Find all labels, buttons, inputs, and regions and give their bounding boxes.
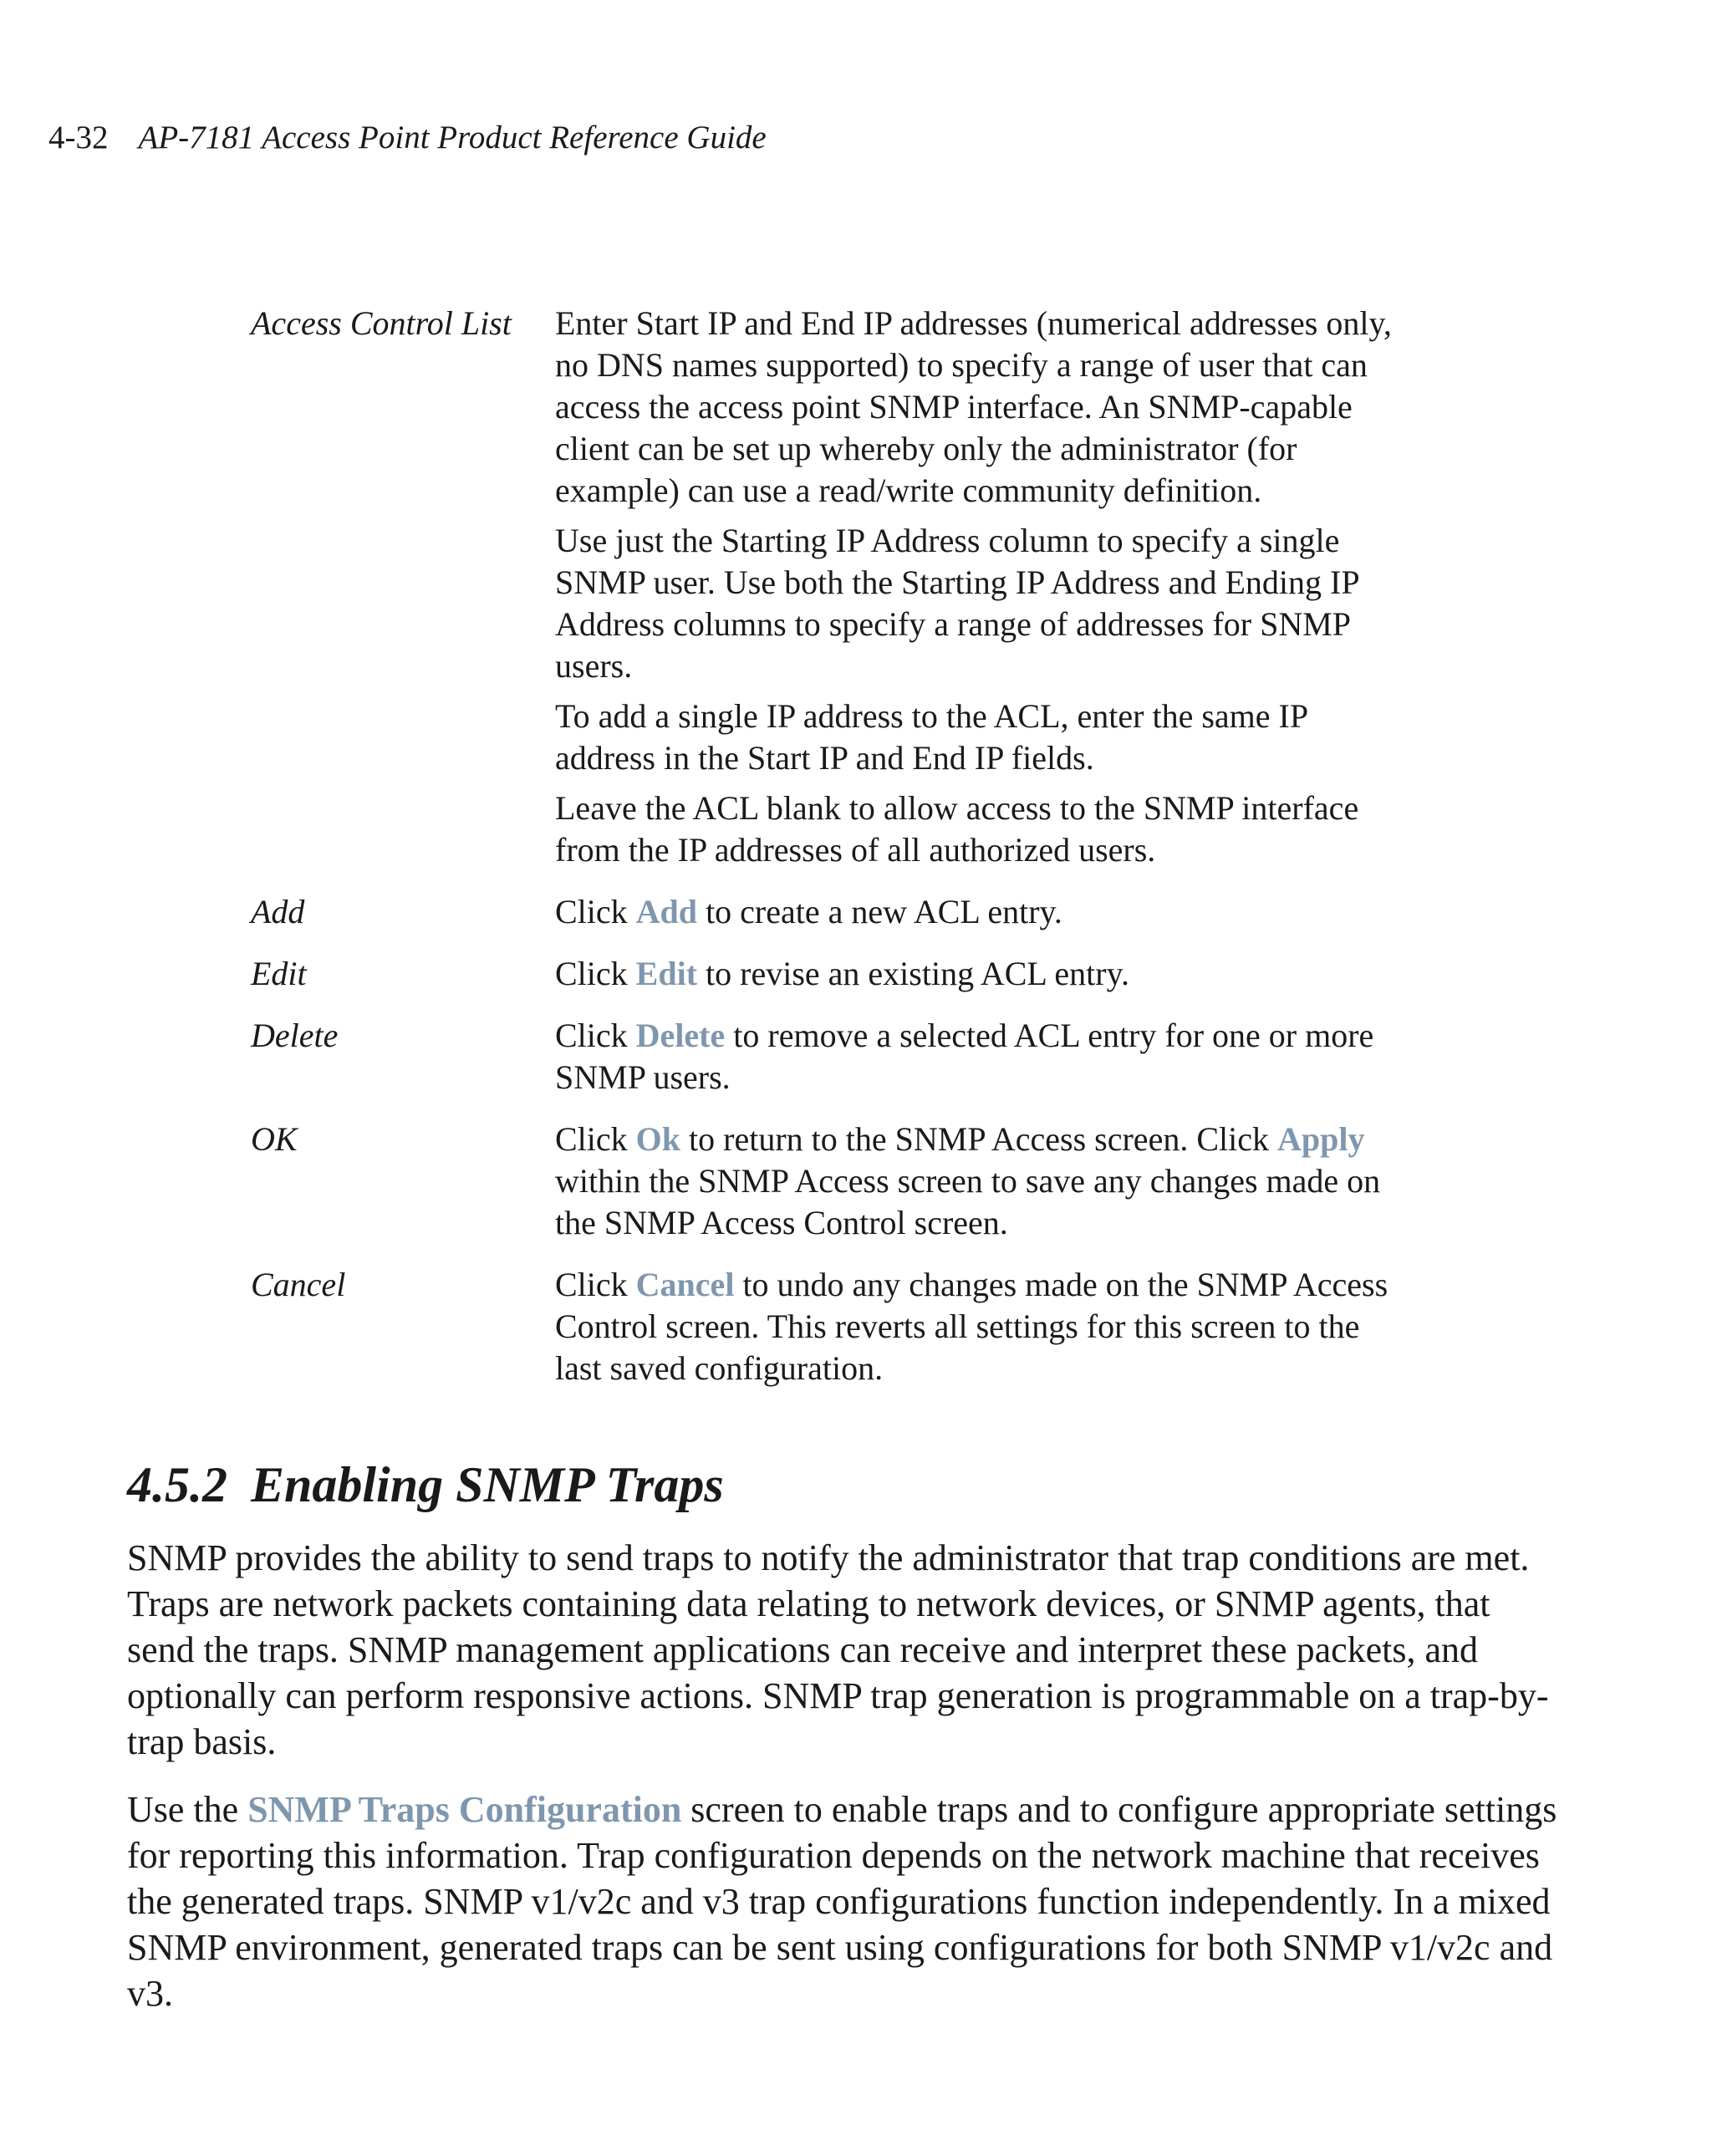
param-description xyxy=(555,953,1408,995)
param-term: Edit xyxy=(251,955,307,992)
param-term: Add xyxy=(251,893,305,930)
param-description xyxy=(555,1119,1408,1244)
param-term: Access Control List xyxy=(251,304,512,342)
param-paragraph: Enter Start IP and End IP addresses (numerical addresses only, no DNS names supported) to specify a range of user that can access the access point SNMP interface. An SNMP-capable client can be set up whereby only the administrator (for example) can use a read/write community definition. xyxy=(555,304,1392,509)
section-heading xyxy=(127,1453,1565,1516)
param-row-cancel xyxy=(251,1264,1421,1389)
desc-text: to return to the SNMP Access screen. Click xyxy=(680,1120,1277,1158)
param-term: Delete xyxy=(251,1017,339,1054)
desc-text: to revise an existing ACL entry. xyxy=(697,955,1129,992)
guide-title: AP-7181 Access Point Product Reference Guide xyxy=(138,120,767,155)
section-title: Enabling SNMP Traps xyxy=(251,1457,724,1512)
param-term: Cancel xyxy=(251,1266,346,1303)
page-header xyxy=(48,115,767,161)
body-text: screen to enable traps and to configure appropriate settings for reporting this information. Trap configuration depends on the network machine that receives the generated traps. SNMP v1/v2c and v3 trap configurations function independently. In a mixed SNMP environment, generated traps can be sent using configurations for both SNMP v1/v2c and v3. xyxy=(127,1789,1557,2014)
delete-ui-reference: Delete xyxy=(635,1017,726,1054)
body-paragraph: SNMP provides the ability to send traps to notify the administrator that trap conditions are met. Traps are network packets containing data relating to network devices, or SNMP agents, that send the traps. SNMP management applications can receive and interpret these packets, and optionally can perform responsive actions. SNMP trap generation is programmable on a trap-by-trap basis. xyxy=(127,1537,1549,1762)
desc-text: within the SNMP Access screen to save any changes made on the SNMP Access Control screen. xyxy=(555,1162,1381,1241)
add-ui-reference: Add xyxy=(635,893,698,930)
desc-text: to undo any changes made on the SNMP Access Control screen. This reverts all settings for this screen to the last saved configuration. xyxy=(555,1266,1388,1387)
param-description xyxy=(555,891,1408,933)
desc-text: Click xyxy=(555,1120,636,1158)
section-number: 4.5.2 xyxy=(127,1457,227,1512)
desc-text: Click xyxy=(555,893,636,930)
body-text: Use the xyxy=(127,1789,248,1830)
param-paragraph: To add a single IP address to the ACL, enter the same IP address in the Start IP and End IP fields. xyxy=(555,697,1307,777)
section-enabling-snmp-traps xyxy=(127,1453,1565,2038)
param-row-ok xyxy=(251,1119,1421,1244)
ok-ui-reference: Ok xyxy=(635,1120,681,1158)
desc-text: to create a new ACL entry. xyxy=(697,893,1062,930)
apply-ui-reference: Apply xyxy=(1276,1120,1365,1158)
cancel-ui-reference: Cancel xyxy=(635,1266,735,1303)
param-paragraph: Use just the Starting IP Address column to specify a single SNMP user. Use both the Starting IP Address and Ending IP Address columns to specify a range of addresses for SNMP users. xyxy=(555,522,1359,685)
body-paragraph xyxy=(127,1786,1565,2016)
desc-text: Click xyxy=(555,1266,636,1303)
param-description xyxy=(555,1015,1408,1098)
param-row-add xyxy=(251,891,1421,933)
param-row-edit xyxy=(251,953,1421,995)
param-description xyxy=(555,303,1408,871)
edit-ui-reference: Edit xyxy=(635,955,698,992)
param-row-access-control-list xyxy=(251,303,1421,871)
param-paragraph: Leave the ACL blank to allow access to the SNMP interface from the IP addresses of all authorized users. xyxy=(555,789,1359,869)
parameter-table xyxy=(251,303,1421,1409)
snmp-traps-configuration-reference: SNMP Traps Configuration xyxy=(247,1789,682,1830)
page-number: 4-32 xyxy=(48,120,109,155)
desc-text: Click xyxy=(555,1017,636,1054)
param-row-delete xyxy=(251,1015,1421,1098)
desc-text: Click xyxy=(555,955,636,992)
param-description xyxy=(555,1264,1408,1389)
param-term: OK xyxy=(251,1120,298,1158)
desc-text: to remove a selected ACL entry for one or more SNMP users. xyxy=(555,1017,1374,1096)
